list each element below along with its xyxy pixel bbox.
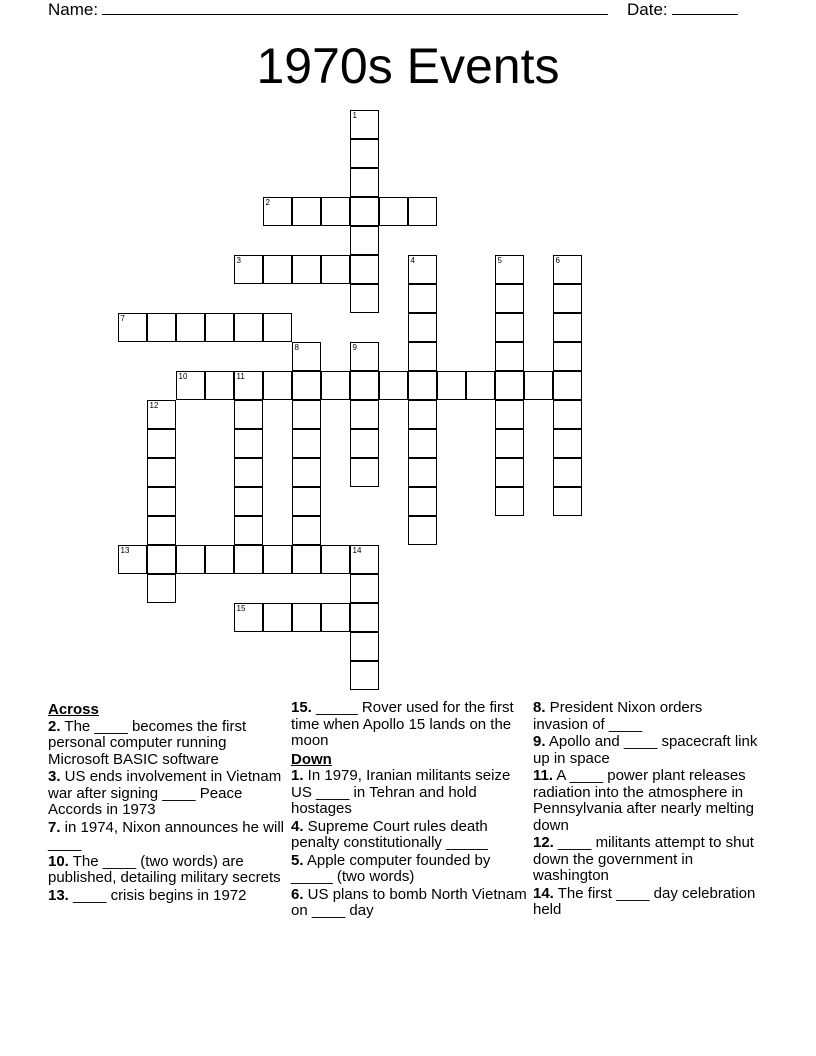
- down-clue: 5. Apple computer founded by _____ (two words): [291, 851, 491, 885]
- grid-cell[interactable]: [292, 400, 321, 429]
- clues-column-2: [291, 700, 527, 921]
- down-clue: 9. Apollo and ____ spacecraft link up in space: [533, 733, 758, 767]
- clue-number: 10: [178, 372, 188, 381]
- across-clue: 15. _____ Rover used for the first time when Apollo 15 lands on the moon: [291, 699, 514, 749]
- grid-cell[interactable]: [147, 400, 176, 429]
- grid-cell[interactable]: [408, 342, 437, 371]
- grid-cell[interactable]: [321, 371, 350, 400]
- grid-cell[interactable]: [292, 603, 321, 632]
- grid-cell[interactable]: [263, 197, 292, 226]
- down-clue: 8. President Nixon orders invasion of ____: [533, 699, 703, 733]
- down-clue: 1. In 1979, Iranian militants seize US ____ in Tehran and hold hostages: [291, 767, 511, 817]
- grid-cell[interactable]: [234, 429, 263, 458]
- grid-cell[interactable]: [350, 632, 379, 661]
- grid-cell[interactable]: [495, 313, 524, 342]
- across-clue: 2. The ____ becomes the first personal computer running Microsoft BASIC software: [48, 717, 247, 768]
- across-clue: 3. US ends involvement in Vietnam war after signing ____ Peace Accords in 1973: [48, 768, 282, 818]
- grid-cell[interactable]: [408, 516, 437, 545]
- grid-cell[interactable]: [292, 458, 321, 487]
- grid-cell[interactable]: [495, 342, 524, 371]
- down-clue: 11. A ____ power plant releases radiation into the atmosphere in Pennsylvania after nearly melting down: [533, 767, 754, 834]
- grid-cell[interactable]: [118, 545, 147, 574]
- across-heading: Across: [48, 701, 99, 718]
- grid-cell[interactable]: [205, 371, 234, 400]
- grid-cell[interactable]: [553, 284, 582, 313]
- grid-cell[interactable]: [292, 429, 321, 458]
- grid-cell[interactable]: [350, 574, 379, 603]
- grid-cell[interactable]: [205, 313, 234, 342]
- grid-cell[interactable]: [437, 371, 466, 400]
- grid-cell[interactable]: [263, 255, 292, 284]
- grid-cell[interactable]: [350, 284, 379, 313]
- grid-cell[interactable]: [553, 342, 582, 371]
- grid-cell[interactable]: [379, 197, 408, 226]
- grid-cell[interactable]: [495, 255, 524, 284]
- grid-cell[interactable]: [350, 458, 379, 487]
- clues-column-3: [533, 700, 761, 920]
- grid-cell[interactable]: [176, 313, 205, 342]
- grid-cell[interactable]: [292, 516, 321, 545]
- clue-number: 12: [149, 401, 159, 410]
- clue-number: 13: [120, 546, 130, 555]
- grid-cell[interactable]: [292, 545, 321, 574]
- grid-cell[interactable]: [408, 458, 437, 487]
- grid-cell[interactable]: [553, 400, 582, 429]
- grid-cell[interactable]: [350, 139, 379, 168]
- grid-cell[interactable]: [408, 284, 437, 313]
- grid-cell[interactable]: [234, 516, 263, 545]
- grid-cell[interactable]: [176, 371, 205, 400]
- grid-cell[interactable]: [495, 458, 524, 487]
- grid-cell[interactable]: [408, 487, 437, 516]
- grid-cell[interactable]: [205, 545, 234, 574]
- grid-cell[interactable]: [292, 371, 321, 400]
- clue-number: 14: [352, 546, 362, 555]
- grid-cell[interactable]: [263, 603, 292, 632]
- grid-cell[interactable]: [379, 371, 408, 400]
- grid-cell[interactable]: [350, 255, 379, 284]
- across-clue: 10. The ____ (two words) are published, detailing military secrets: [48, 852, 281, 886]
- clue-number: 5: [497, 256, 502, 265]
- down-heading: Down: [291, 750, 332, 768]
- grid-cell[interactable]: [234, 545, 263, 574]
- grid-cell[interactable]: [350, 168, 379, 197]
- grid-cell[interactable]: [234, 400, 263, 429]
- across-clue: 13. ____ crisis begins in 1972: [48, 886, 247, 904]
- grid-cell[interactable]: [147, 516, 176, 545]
- grid-cell[interactable]: [350, 545, 379, 574]
- grid-cell[interactable]: [553, 487, 582, 516]
- clue-number: 1: [352, 111, 357, 120]
- grid-cell[interactable]: [350, 603, 379, 632]
- across-clue: 7. in 1974, Nixon announces he will ____: [48, 818, 284, 852]
- grid-cell[interactable]: [350, 661, 379, 690]
- grid-cell[interactable]: [321, 197, 350, 226]
- grid-cell[interactable]: [263, 371, 292, 400]
- grid-cell[interactable]: [234, 313, 263, 342]
- grid-cell[interactable]: [553, 458, 582, 487]
- grid-cell[interactable]: [524, 371, 553, 400]
- grid-cell[interactable]: [495, 487, 524, 516]
- grid-cell[interactable]: [495, 400, 524, 429]
- grid-cell[interactable]: [147, 313, 176, 342]
- grid-cell[interactable]: [234, 371, 263, 400]
- grid-cell[interactable]: [147, 545, 176, 574]
- down-clue: 4. Supreme Court rules death penalty constitutionally _____: [291, 817, 488, 851]
- grid-cell[interactable]: [408, 255, 437, 284]
- grid-cell[interactable]: [495, 371, 524, 400]
- grid-cell[interactable]: [495, 284, 524, 313]
- grid-cell[interactable]: [234, 487, 263, 516]
- clue-number: 2: [265, 198, 270, 207]
- down-clue: 6. US plans to bomb North Vietnam on ____ day: [291, 885, 527, 919]
- grid-cell[interactable]: [553, 371, 582, 400]
- grid-cell[interactable]: [234, 255, 263, 284]
- grid-cell[interactable]: [118, 313, 147, 342]
- grid-cell[interactable]: [292, 487, 321, 516]
- grid-cell[interactable]: [350, 226, 379, 255]
- date-label: Date:: [627, 0, 668, 19]
- grid-cell[interactable]: [350, 371, 379, 400]
- grid-cell[interactable]: [292, 342, 321, 371]
- grid-cell[interactable]: [292, 255, 321, 284]
- grid-cell[interactable]: [263, 313, 292, 342]
- grid-cell[interactable]: [408, 313, 437, 342]
- grid-cell[interactable]: [263, 545, 292, 574]
- clue-number: 9: [352, 343, 357, 352]
- grid-cell[interactable]: [408, 400, 437, 429]
- grid-cell[interactable]: [350, 110, 379, 139]
- grid-cell[interactable]: [408, 371, 437, 400]
- grid-cell[interactable]: [408, 197, 437, 226]
- grid-cell[interactable]: [553, 255, 582, 284]
- grid-cell[interactable]: [466, 371, 495, 400]
- clue-number: 11: [236, 372, 245, 381]
- grid-cell[interactable]: [350, 429, 379, 458]
- clues-column-1: [48, 700, 284, 905]
- clue-number: 8: [294, 343, 299, 352]
- grid-cell[interactable]: [408, 429, 437, 458]
- clue-number: 7: [120, 314, 125, 323]
- grid-cell[interactable]: [321, 603, 350, 632]
- grid-cell[interactable]: [176, 545, 205, 574]
- name-label: Name:: [48, 0, 99, 19]
- grid-cell[interactable]: [553, 313, 582, 342]
- grid-cell[interactable]: [321, 255, 350, 284]
- page-title: 1970s Events: [256, 38, 560, 94]
- grid-cell[interactable]: [147, 487, 176, 516]
- grid-cell[interactable]: [234, 458, 263, 487]
- clue-number: 15: [236, 604, 246, 613]
- grid-cell[interactable]: [350, 400, 379, 429]
- grid-cell[interactable]: [147, 574, 176, 603]
- clue-number: 3: [236, 256, 241, 265]
- grid-cell[interactable]: [553, 429, 582, 458]
- grid-cell[interactable]: [234, 603, 263, 632]
- clue-number: 6: [555, 256, 560, 265]
- down-clue: 14. The first ____ day celebration held: [533, 884, 756, 918]
- grid-cell[interactable]: [495, 429, 524, 458]
- clue-number: 4: [410, 256, 415, 265]
- down-clue: 12. ____ militants attempt to shut down the government in washington: [533, 834, 754, 884]
- grid-cell[interactable]: [350, 342, 379, 371]
- grid-cell[interactable]: [321, 545, 350, 574]
- grid-cell[interactable]: [350, 197, 379, 226]
- grid-cell[interactable]: [147, 429, 176, 458]
- grid-cell[interactable]: [147, 458, 176, 487]
- grid-cell[interactable]: [292, 197, 321, 226]
